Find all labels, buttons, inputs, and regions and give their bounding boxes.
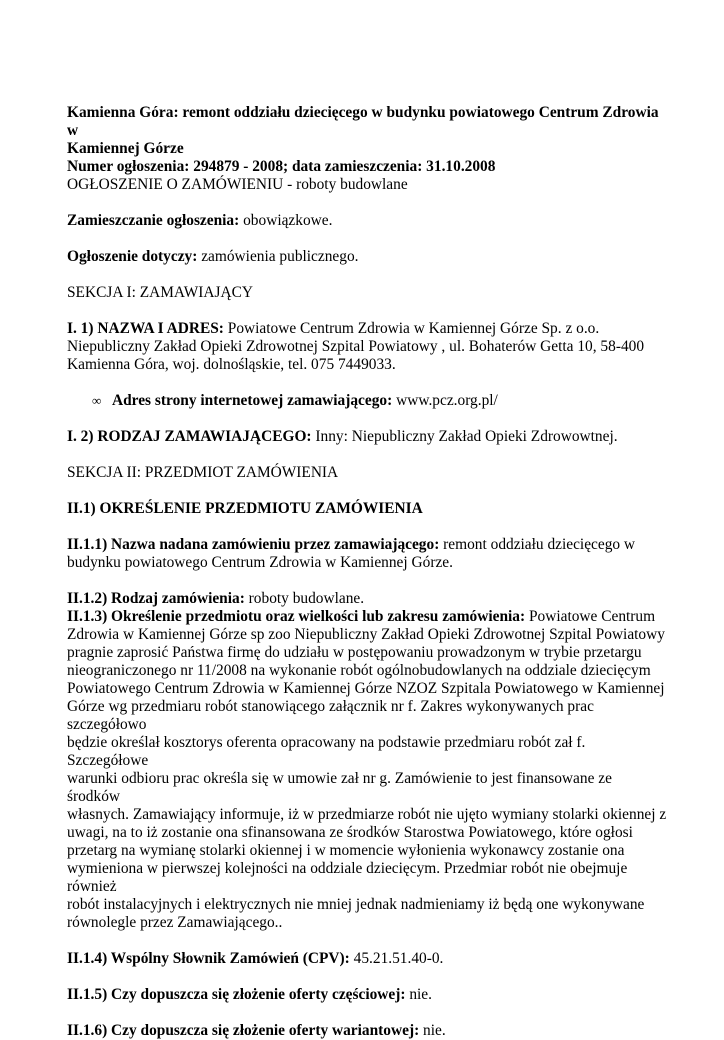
section2-subtitle: II.1) OKREŚLENIE PRZEDMIOTU ZAMÓWIENIA bbox=[67, 500, 423, 517]
partial-offer-value: nie. bbox=[405, 986, 432, 1003]
contracting-name-line3: Kamienna Góra, woj. dolnośląskie, tel. 075 7449033. bbox=[67, 356, 396, 373]
concerns-value: zamówienia publicznego. bbox=[197, 248, 359, 265]
order-name-label: II.1.1) Nazwa nadana zamówieniu przez zamawiającego: bbox=[67, 536, 440, 553]
notice-title-line2: Kamiennej Górze bbox=[67, 140, 184, 157]
order-description-line: Powiatowego Centrum Zdrowia w Kamiennej Górze NZOZ Szpitala Powiatowego w Kamiennej bbox=[67, 680, 665, 697]
order-kind-value: roboty budowlane. bbox=[244, 590, 365, 607]
section2-title: SEKCJA II: PRZEDMIOT ZAMÓWIENIA bbox=[67, 464, 339, 481]
contracting-name-address bbox=[67, 320, 667, 374]
contracting-type-field bbox=[67, 428, 667, 446]
contracting-name-line2: Niepubliczny Zakład Opieki Zdrowotnej Szpital Powiatowy , ul. Bohaterów Getta 10, 58-400 bbox=[67, 338, 645, 355]
order-description-line: własnych. Zamawiający informuje, iż w przedmiarze robót nie ujęto wymiany stolarki okiennej z bbox=[67, 806, 667, 823]
website-label: Adres strony internetowej zamawiającego: bbox=[112, 392, 393, 409]
section1-title: SEKCJA I: ZAMAWIAJĄCY bbox=[67, 284, 254, 301]
concerns-label: Ogłoszenie dotyczy: bbox=[67, 248, 198, 265]
cpv-field bbox=[67, 950, 667, 968]
order-description-line: warunki odbioru prac określa się w umowie zał nr g. Zamówienie to jest finansowane ze środków bbox=[67, 770, 612, 805]
order-description-line: Zdrowia w Kamiennej Górze sp zoo Niepubliczny Zakład Opieki Zdrowotnej Szpital Powiatowy bbox=[67, 626, 665, 643]
concerns-field bbox=[67, 248, 667, 266]
order-name-line1: remont oddziału dziecięcego w bbox=[439, 536, 636, 553]
order-description-line: przetarg na wymianę stolarki okiennej i w momencie wyłonienia wykonawcy zostanie ona bbox=[67, 842, 625, 859]
notice-header bbox=[67, 104, 667, 194]
placement-value: obowiązkowe. bbox=[239, 212, 333, 229]
partial-offer-field bbox=[67, 986, 667, 1004]
partial-offer-label: II.1.5) Czy dopuszcza się złożenie oferty częściowej: bbox=[67, 986, 406, 1003]
document-page bbox=[67, 104, 667, 1040]
order-description-line: Górze wg przedmiaru robót stanowiącego załącznik nr f. Zakres wykonywanych prac szczegółowo bbox=[67, 698, 594, 733]
order-description-line: uwagi, na to iż zostanie ona sfinansowana ze środków Starostwa Powiatowego, które ogłosi bbox=[67, 824, 633, 841]
contracting-type-value: Inny: Niepubliczny Zakład Opieki Zdrowowtnej. bbox=[311, 428, 618, 445]
order-description-line: pragnie zaprosić Państwa firmę do udziału w postępowaniu prowadzonym w trybie przetargu bbox=[67, 644, 642, 661]
contracting-name-line1: Powiatowe Centrum Zdrowia w Kamiennej Górze Sp. z o.o. bbox=[223, 320, 600, 337]
order-kind-field bbox=[67, 590, 667, 608]
bullet-icon: ∞ bbox=[92, 393, 102, 408]
cpv-value: 45.21.51.40-0. bbox=[349, 950, 444, 967]
order-description-line: wymieniona w pierwszej kolejności na oddziale dziecięcym. Przedmiar robót nie obejmuje również bbox=[67, 860, 628, 895]
notice-type: OGŁOSZENIE O ZAMÓWIENIU - roboty budowlane bbox=[67, 176, 408, 193]
cpv-label: II.1.4) Wspólny Słownik Zamówień (CPV): bbox=[67, 950, 350, 967]
variant-offer-label: II.1.6) Czy dopuszcza się złożenie oferty wariantowej: bbox=[67, 1022, 420, 1039]
order-description-line: Powiatowe Centrum bbox=[525, 608, 656, 625]
contracting-name-label: I. 1) NAZWA I ADRES: bbox=[67, 320, 224, 337]
order-description-label: II.1.3) Określenie przedmiotu oraz wielkości lub zakresu zamówienia: bbox=[67, 608, 526, 625]
notice-title bbox=[67, 104, 667, 158]
order-description-line: równolegle przez Zamawiającego.. bbox=[67, 914, 283, 931]
notice-number: Numer ogłoszenia: 294879 - 2008; data zamieszczenia: 31.10.2008 bbox=[67, 158, 496, 175]
placement-label: Zamieszczanie ogłoszenia: bbox=[67, 212, 240, 229]
order-description-line: robót instalacyjnych i elektrycznych nie mniej jednak nadmieniamy iż będą one wykonywane bbox=[67, 896, 645, 913]
order-description-field bbox=[67, 608, 667, 932]
order-name-field bbox=[67, 536, 667, 572]
order-kind-label: II.1.2) Rodzaj zamówienia: bbox=[67, 590, 245, 607]
placement-field bbox=[67, 212, 667, 230]
notice-title-line1: Kamienna Góra: remont oddziału dziecięcego w budynku powiatowego Centrum Zdrowia w bbox=[67, 104, 659, 139]
variant-offer-value: nie. bbox=[419, 1022, 446, 1039]
contracting-type-label: I. 2) RODZAJ ZAMAWIAJĄCEGO: bbox=[67, 428, 312, 445]
website-list-item bbox=[67, 392, 667, 410]
order-name-line2: budynku powiatowego Centrum Zdrowia w Kamiennej Górze. bbox=[67, 554, 453, 571]
order-description-line: nieograniczonego nr 11/2008 na wykonanie robót ogólnobudowlanych na oddziale dziecięcym bbox=[67, 662, 651, 679]
variant-offer-field bbox=[67, 1022, 667, 1040]
website-value: www.pcz.org.pl/ bbox=[392, 392, 498, 409]
order-description-line: będzie określał kosztorys oferenta opracowany na podstawie przedmiaru robót zał f. Szczegółowe bbox=[67, 734, 586, 769]
